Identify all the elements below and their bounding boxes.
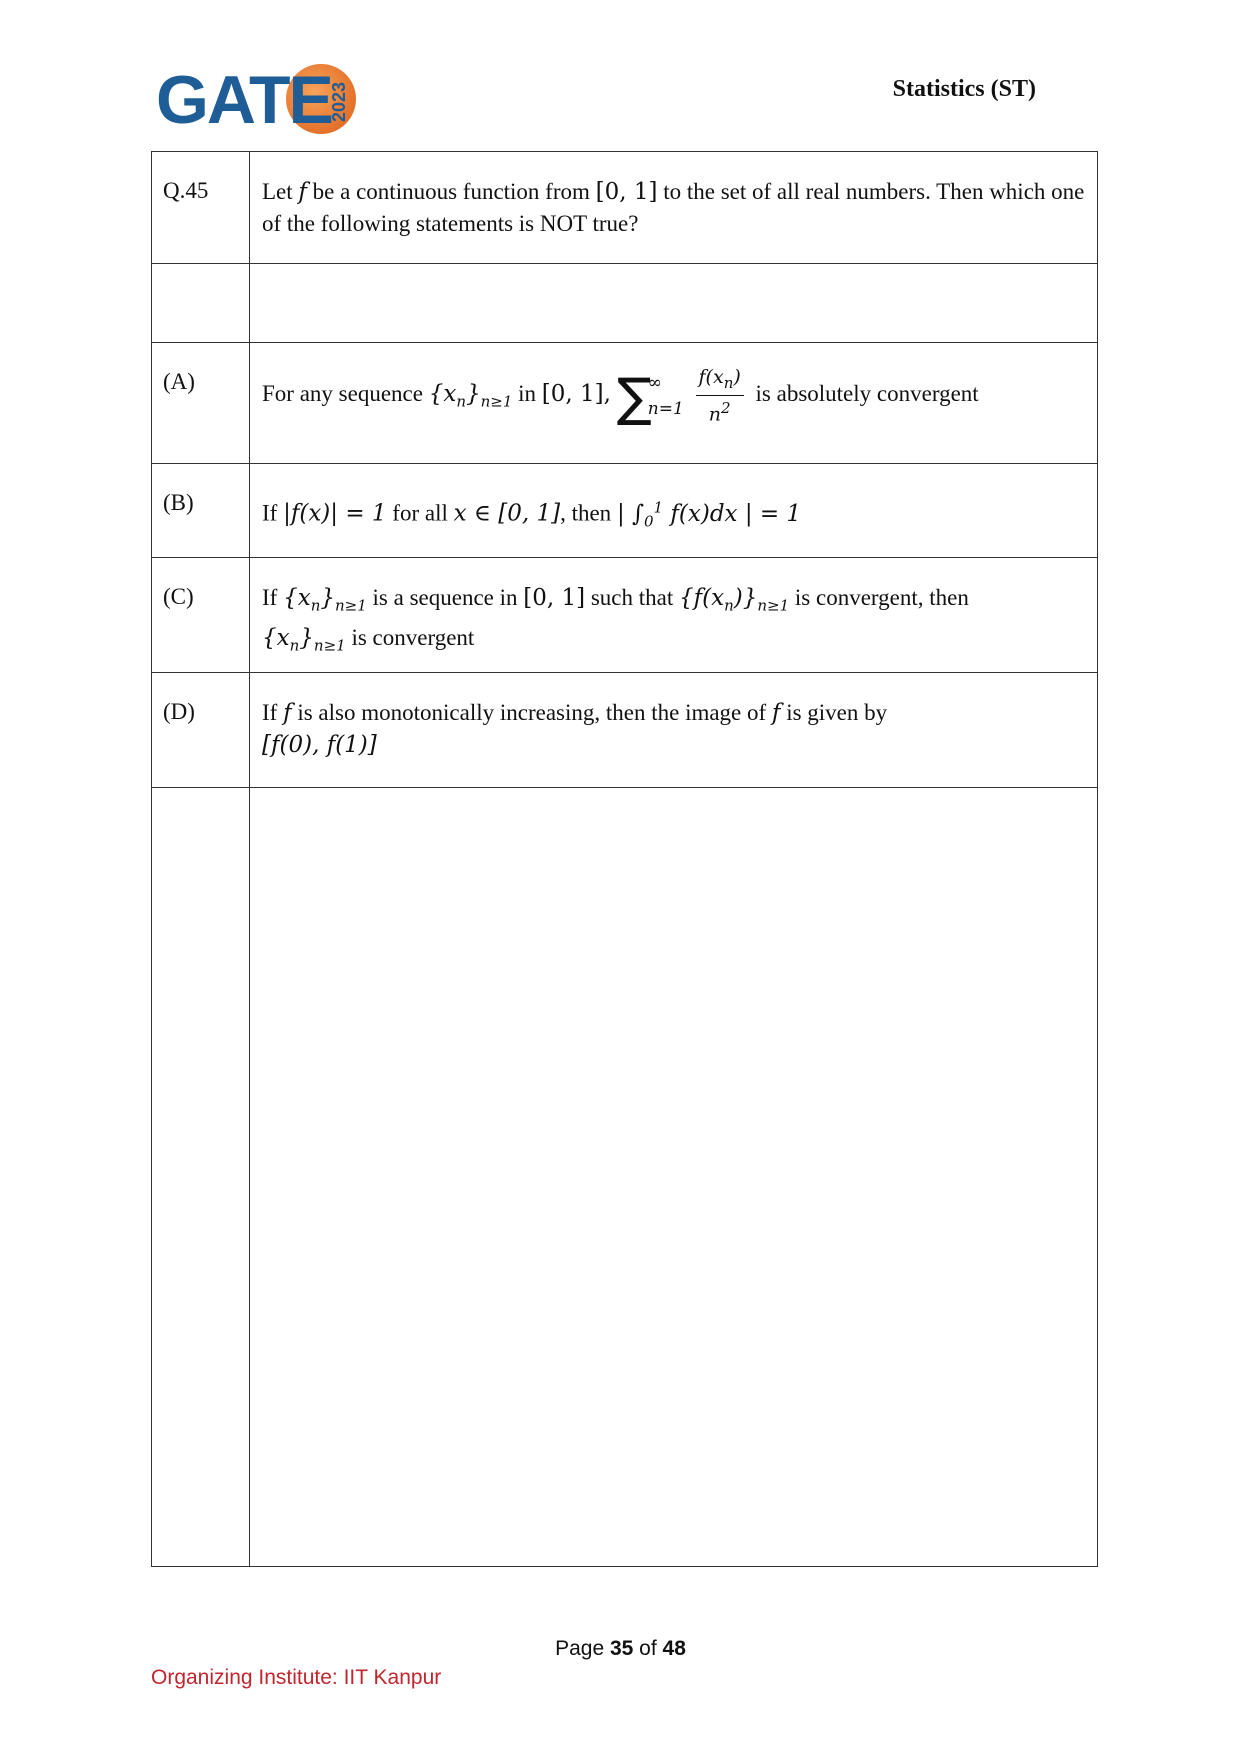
- question-row: [152, 152, 1098, 264]
- option-c-row: [152, 558, 1098, 673]
- gate-logo: [156, 60, 356, 140]
- option-a-label: (A): [152, 343, 250, 464]
- question-text: Let f be a continuous function from [0, 1] to the set of all real numbers. Then which one of the following statements is NOT true?: [250, 152, 1098, 264]
- subject-title: Statistics (ST): [892, 76, 1036, 102]
- blank-row: [152, 264, 1098, 343]
- empty-work-row: [152, 788, 1098, 1567]
- option-d-row: [152, 673, 1098, 788]
- option-d-label: (D): [152, 673, 250, 788]
- logo-text: GATE: [156, 62, 332, 138]
- option-b-label: (B): [152, 464, 250, 558]
- logo-year: 2023: [329, 81, 349, 123]
- option-a-text: For any sequence $\{x_n\}_{n\ge 1}$ in [0, 1], ∑ ∞ n=1 $\frac{f(x_n)}{n^2}$ is absolutely convergent: [250, 343, 1098, 464]
- question-number: Q.45: [152, 152, 250, 264]
- option-b-row: [152, 464, 1098, 558]
- question-table: [151, 151, 1098, 1567]
- page-number: Page 35 of 48: [555, 1637, 686, 1660]
- sigma-symbol: ∑: [616, 367, 652, 428]
- option-d-text: If f is also monotonically increasing, then the image of f is given by [f(0), f(1)]: [250, 673, 1098, 788]
- option-b-text: If |f(x)| = 1 for all x ∈ [0, 1], then | $\int_0^1$ f(x)dx | = 1: [250, 464, 1098, 558]
- fraction: $\frac{f(x_n)}{n^2}$: [696, 365, 744, 426]
- option-c-text: If $\{x_n\}_{n\ge 1}$ is a sequence in [0, 1] such that $\{f(x_n)\}_{n\ge 1}$ is convergent, then $\{x_n\}_{n\ge 1}$ is convergent: [250, 558, 1098, 673]
- option-a-row: [152, 343, 1098, 464]
- option-c-label: (C): [152, 558, 250, 673]
- organizer-text: Organizing Institute: IIT Kanpur: [151, 1666, 442, 1689]
